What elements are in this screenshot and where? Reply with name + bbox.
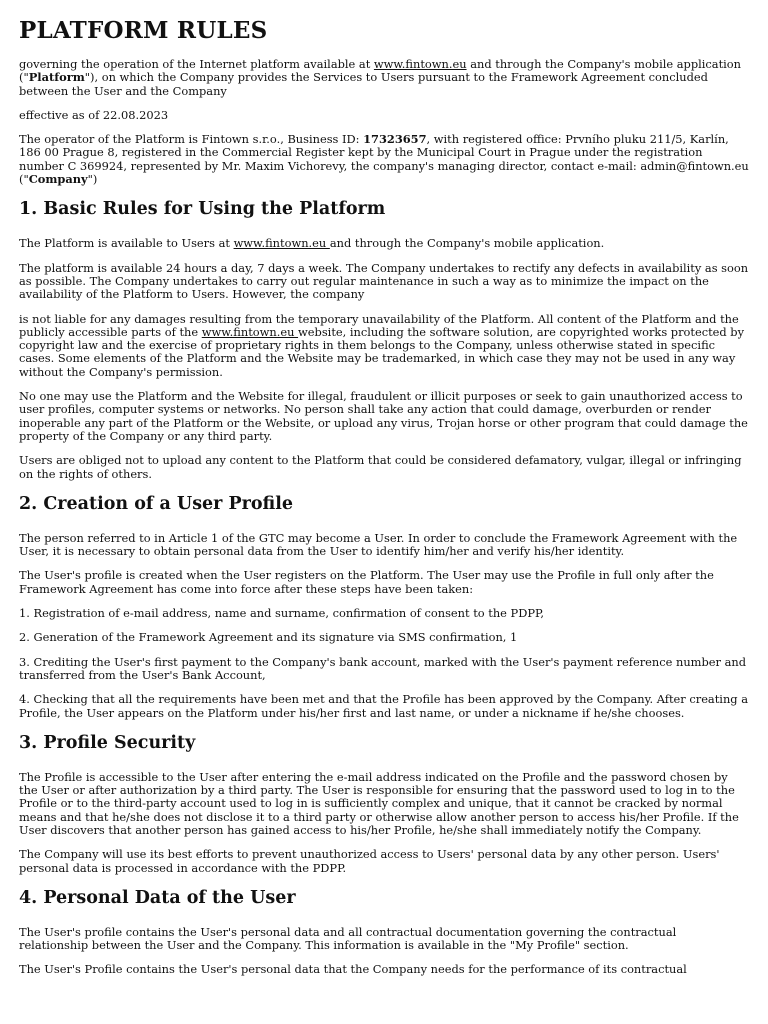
business-id: 17323657	[363, 132, 427, 147]
section-4-paragraph-2: The User's Profile contains the User's personal data that the Company needs for the performance of its contractual	[19, 962, 687, 977]
section-1-paragraph-5: Users are obliged not to upload any content to the Platform that could be considered defamatory, vulgar, illegal or infringing on the rights of others.	[19, 453, 742, 481]
section-3-heading: 3. Profile Security	[19, 732, 196, 753]
intro-paragraph	[19, 58, 749, 98]
operator-text-c: ")	[87, 172, 98, 187]
operator-text-a: The operator of the Platform is Fintown s.r.o., Business ID:	[19, 132, 364, 147]
company-term: Company	[28, 172, 88, 187]
operator-text-b: , with registered office: Prvního pluku 211/5, Karlín, 186 00 Prague 8, registered in the Commercial Register kept by the Municipal Court in Prague under the registration number C 369924, represented by Mr. Maxim Vichorevy, the company's managing director, contact e-mail: admin@fintown.eu ("	[19, 132, 749, 187]
section-2-step-4: 4. Checking that all the requirements have been met and that the Profile has been approved by the Company. After creating a Profile, the User appears on the Platform under his/her first and last name, or under a nickname if he/she chooses.	[19, 692, 748, 720]
s1p1-text-a: The Platform is available to Users at	[19, 236, 234, 251]
section-2-step-2: 2. Generation of the Framework Agreement and its signature via SMS confirmation, 1	[19, 630, 518, 645]
s1p1-text-b: and through the Company's mobile application.	[329, 236, 605, 251]
section-4-heading: 4. Personal Data of the User	[19, 887, 296, 908]
s1p3-text-a: is not liable for any damages resulting from the temporary unavailability of the Platform. All content of the Platform and the publicly accessible parts of the	[19, 311, 739, 339]
section-3-paragraph-2: The Company will use its best efforts to prevent unauthorized access to Users' personal data by any other person. Users' personal data is processed in accordance with the PDPP.	[19, 847, 720, 875]
section-2-step-3: 3. Crediting the User's first payment to the Company's bank account, marked with the User's payment reference number and transferred from the User's Bank Account,	[19, 654, 746, 682]
s1p3-text-b: website, including the software solution, are copyrighted works protected by copyright law and the exercise of proprietary rights in them belongs to the Company, unless otherwise stated in specific cases. Some elements of the Platform and the Website may be trademarked, in which case they may not be used in any way without the Company's permission.	[19, 324, 745, 379]
platform-term: Platform	[28, 70, 85, 85]
section-2-heading: 2. Creation of a User Profile	[19, 493, 294, 514]
fintown-link[interactable]: www.fintown.eu	[201, 324, 299, 339]
fintown-link[interactable]: www.fintown.eu	[373, 57, 467, 71]
intro-text-a: governing the operation of the Internet platform available at	[19, 57, 374, 71]
section-3-paragraph-1: The Profile is accessible to the User after entering the e-mail address indicated on the Profile and the password chosen by the User or after authorization by a third party. The User is responsible for ensuring that the password used to log in to the Profile or to the third-party account used to log in is sufficiently complex and unique, that it cannot be cracked by normal means and that he/she does not disclose it to a third party or otherwise allow another person to access his/her Profile. If the User discovers that another person has gained access to his/her Profile, he/she shall immediately notify the Company.	[19, 769, 739, 837]
intro-text-c: "), on which the Company provides the Services to Users pursuant to the Framework Agreement concluded between the User and the Company	[19, 70, 708, 98]
section-1-paragraph-4: No one may use the Platform and the Website for illegal, fraudulent or illicit purposes or seek to gain unauthorized access to user profiles, computer systems or networks. No person shall take any action that could damage, overburden or render inoperable any part of the Platform or the Website, or upload any virus, Trojan horse or other program that could damage the property of the Company or any third party.	[19, 389, 748, 443]
section-4-paragraph-1: The User's profile contains the User's personal data and all contractual documentation governing the contractual relationship between the User and the Company. This information is available in the "My Profile" section.	[19, 924, 677, 953]
section-1-paragraph-2: The platform is available 24 hours a day, 7 days a week. The Company undertakes to rectify any defects in availability as soon as possible. The Company undertakes to carry out regular maintenance in such a way as to minimize the impact on the availability of the Platform to Users. However, the company	[19, 260, 749, 302]
fintown-link[interactable]: www.fintown.eu	[233, 236, 330, 251]
section-1-paragraph-1	[19, 237, 749, 250]
section-1-paragraph-3	[19, 313, 749, 379]
operator-paragraph	[19, 133, 749, 186]
section-1-heading: 1. Basic Rules for Using the Platform	[19, 199, 386, 220]
page-title: PLATFORM RULES	[19, 17, 268, 44]
intro-text-b: and through the Company's mobile application ("	[19, 57, 741, 85]
section-2-paragraph-2: The User's profile is created when the User registers on the Platform. The User may use the Profile in full only after the Framework Agreement has come into force after these steps have been taken:	[19, 568, 714, 596]
section-2-paragraph-1: The person referred to in Article 1 of the GTC may become a User. In order to conclude the Framework Agreement with the User, it is necessary to obtain personal data from the User to identify him/her and verify his/her identity.	[19, 530, 738, 559]
section-2-step-1: 1. Registration of e-mail address, name and surname, confirmation of consent to the PDPP,	[19, 606, 544, 621]
effective-date: effective as of 22.08.2023	[19, 107, 169, 122]
